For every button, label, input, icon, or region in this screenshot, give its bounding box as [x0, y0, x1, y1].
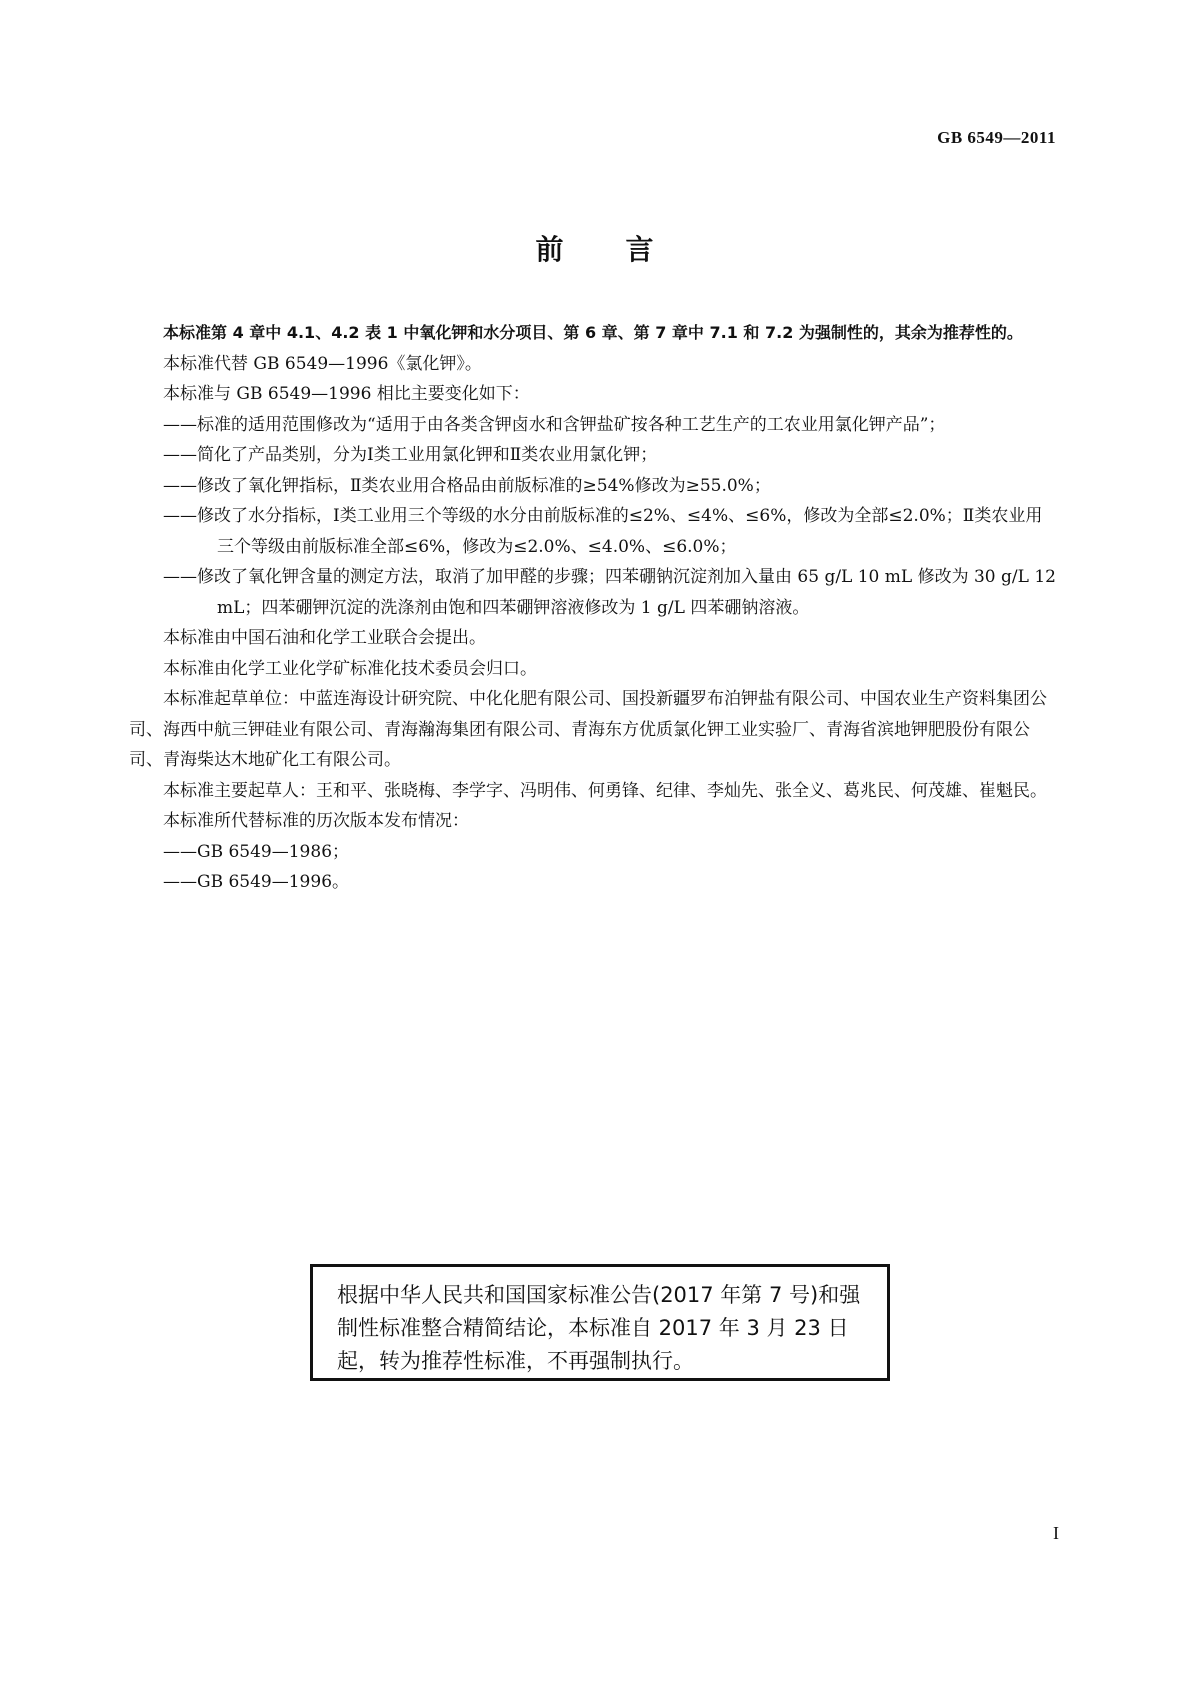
drafters-paragraph: 本标准主要起草人：王和平、张晓梅、李学字、冯明伟、何勇锋、纪律、李灿先、张全义、葛兆民、何茂雄、崔魁民。 [163, 780, 1047, 801]
proposer-paragraph: 本标准由中国石油和化学工业联合会提出。 [163, 628, 486, 648]
history-item: ——GB 6549—1986； [163, 841, 350, 862]
page-title: 前 言 [535, 233, 656, 266]
change-item: ——修改了氧化钾指标，Ⅱ类农业用合格品由前版标准的≥54%修改为≥55.0%； [163, 475, 771, 496]
committee-paragraph: 本标准由化学工业化学矿标准化技术委员会归口。 [163, 658, 537, 679]
mandatory-clause-paragraph: 本标准第 4 章中 4.1、4.2 表 1 中氧化钾和水分项目、第 6 章、第 7 章中 7.1 和 7.2 为强制性的，其余为推荐性的。 [163, 323, 1023, 342]
replaces-paragraph: 本标准代替 GB 6549—1996《氯化钾》。 [163, 353, 482, 374]
standard-number: GB 6549—2011 [937, 128, 1056, 147]
page-number: I [1053, 1523, 1059, 1543]
status-notice-box: 根据中华人民共和国国家标准公告(2017 年第 7 号)和强制性标准整合精简结论，本标准自 2017 年 3 月 23 日起，转为推荐性标准，不再强制执行。 [310, 1264, 890, 1381]
history-item: ——GB 6549—1996。 [163, 872, 350, 892]
change-item: ——修改了氧化钾含量的测定方法，取消了加甲醛的步骤；四苯硼钠沉淀剂加入量由 65 g/L 10 mL 修改为 30 g/L 12 mL；四苯硼钾沉淀的洗涤剂由饱和四苯硼钾溶液修改为 1 g/L 四苯硼钠溶液。 [163, 567, 1056, 618]
change-item: ——标准的适用范围修改为“适用于由各类含钾卤水和含钾盐矿按各种工艺生产的工农业用氯化钾产品”； [163, 414, 946, 435]
history-intro-paragraph: 本标准所代替标准的历次版本发布情况： [163, 811, 469, 831]
changes-intro-paragraph: 本标准与 GB 6549—1996 相比主要变化如下： [163, 384, 530, 404]
change-item: ——修改了水分指标，Ⅰ类工业用三个等级的水分由前版标准的≤2%、≤4%、≤6%，修改为全部≤2.0%；Ⅱ类农业用三个等级由前版标准全部≤6%，修改为≤2.0%、≤4.0%、≤6.0%； [163, 506, 1043, 557]
change-item: ——简化了产品类别，分为Ⅰ类工业用氯化钾和Ⅱ类农业用氯化钾； [163, 445, 658, 465]
drafting-units-paragraph: 本标准起草单位：中蓝连海设计研究院、中化化肥有限公司、国投新疆罗布泊钾盐有限公司、中国农业生产资料集团公司、海西中航三钾硅业有限公司、青海瀚海集团有限公司、青海东方优质氯化钾工业实验厂、青海省滨地钾肥股份有限公司、青海柴达木地矿化工有限公司。 [129, 689, 1047, 770]
foreword-body [129, 318, 1059, 898]
